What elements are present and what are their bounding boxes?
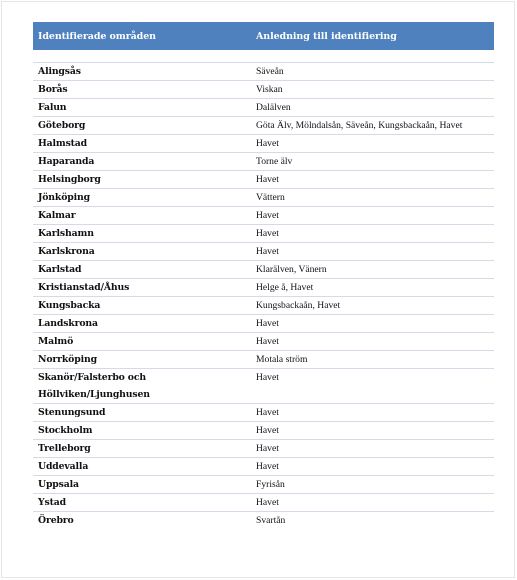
area-cell: Falun [33, 99, 251, 117]
table-row [33, 422, 494, 440]
table-row [33, 153, 494, 171]
header-row [33, 22, 494, 50]
area-cell: Kalmar [33, 207, 251, 225]
table-row [33, 207, 494, 225]
column-header-areas: Identifierade områden [38, 30, 156, 42]
table-row [33, 225, 494, 243]
spacer-row [33, 50, 494, 63]
table-row [33, 440, 494, 458]
reason-cell: Torne älv [251, 153, 494, 171]
area-cell: Kristianstad/Åhus [33, 279, 251, 297]
reason-cell: Klarälven, Vänern [251, 261, 494, 279]
reason-cell: Havet [251, 422, 494, 440]
area-cell: Alingsås [33, 63, 251, 81]
table-row [33, 279, 494, 297]
area-cell: Landskrona [33, 315, 251, 333]
table-row [33, 243, 494, 261]
area-cell: Stockholm [33, 422, 251, 440]
table-row [33, 512, 494, 530]
reason-cell: Helge å, Havet [251, 279, 494, 297]
area-cell: Trelleborg [33, 440, 251, 458]
reason-cell: Dalälven [251, 99, 494, 117]
area-cell: Malmö [33, 333, 251, 351]
table-row [33, 99, 494, 117]
reason-cell: Havet [251, 207, 494, 225]
reason-cell: Havet [251, 458, 494, 476]
area-cell: Halmstad [33, 135, 251, 153]
table-body [33, 50, 494, 529]
reason-cell: Svartån [256, 515, 286, 526]
table-row [33, 117, 494, 135]
reason-cell: Havet [251, 171, 494, 189]
area-cell: Helsingborg [33, 171, 251, 189]
area-cell: Skanör/Falsterbo och Höllviken/Ljunghusen [33, 369, 251, 404]
column-header-reason: Anledning till identifiering [256, 30, 397, 42]
area-cell: Ystad [33, 494, 251, 512]
area-cell: Norrköping [33, 351, 251, 369]
reason-cell: Havet [251, 494, 494, 512]
reason-cell: Havet [251, 404, 494, 422]
identified-areas-table [33, 22, 494, 529]
area-cell: Uddevalla [33, 458, 251, 476]
reason-cell: Havet [251, 135, 494, 153]
area-cell: Göteborg [33, 117, 251, 135]
reason-cell: Motala ström [251, 351, 494, 369]
reason-cell: Havet [251, 225, 494, 243]
table-row [33, 297, 494, 315]
table-row [33, 171, 494, 189]
reason-cell: Havet [251, 369, 494, 404]
reason-cell: Göta Älv, Mölndalsån, Säveån, Kungsbackaån, Havet [251, 117, 494, 135]
table-row [33, 494, 494, 512]
table-row [33, 476, 494, 494]
table-row [33, 81, 494, 99]
table-row [33, 315, 494, 333]
area-cell: Kungsbacka [33, 297, 251, 315]
table-row [33, 63, 494, 81]
reason-cell: Havet [251, 440, 494, 458]
area-cell: Karlshamn [33, 225, 251, 243]
area-cell: Uppsala [33, 476, 251, 494]
area-cell: Karlstad [33, 261, 251, 279]
reason-cell: Havet [251, 333, 494, 351]
reason-cell: Fyrisån [251, 476, 494, 494]
area-cell: Stenungsund [33, 404, 251, 422]
area-cell: Haparanda [33, 153, 251, 171]
area-cell: Örebro [38, 515, 74, 526]
table-row [33, 351, 494, 369]
area-cell: Borås [33, 81, 251, 99]
reason-cell: Vättern [251, 189, 494, 207]
table-row [33, 261, 494, 279]
area-cell: Karlskrona [33, 243, 251, 261]
table-row [33, 404, 494, 422]
table-row [33, 189, 494, 207]
table-header [33, 22, 494, 50]
reason-cell: Havet [251, 315, 494, 333]
reason-cell: Viskan [251, 81, 494, 99]
reason-cell: Kungsbackaån, Havet [251, 297, 494, 315]
table-row [33, 369, 494, 404]
table-row [33, 135, 494, 153]
table-row [33, 333, 494, 351]
area-cell: Jönköping [33, 189, 251, 207]
reason-cell: Havet [251, 243, 494, 261]
table-row [33, 458, 494, 476]
reason-cell: Säveån [251, 63, 494, 81]
